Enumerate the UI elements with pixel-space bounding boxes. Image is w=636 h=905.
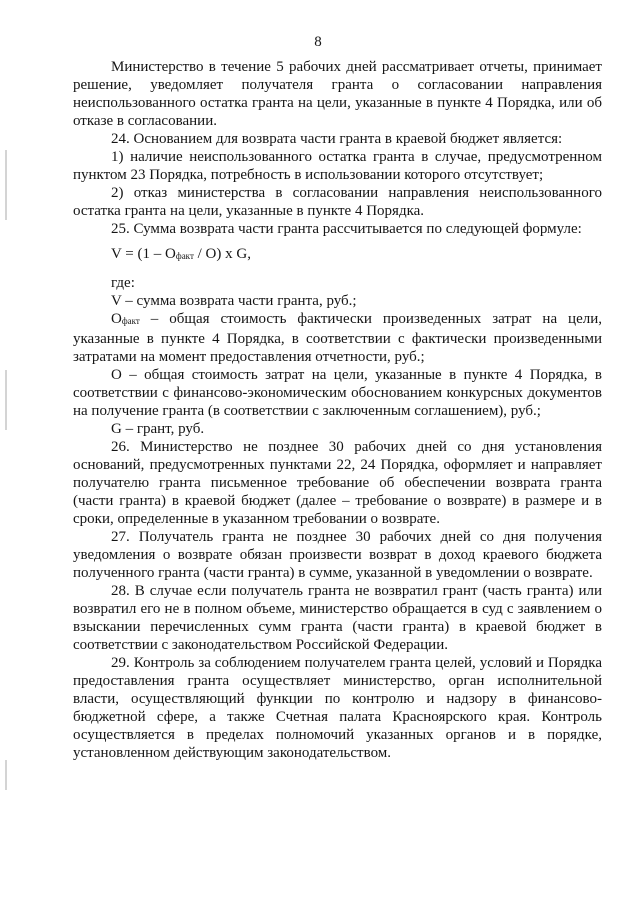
paragraph-26: 26. Министерство не позднее 30 рабочих дней со дня установления оснований, предусмотренных пунктами 22, 24 Порядка, оформляет и направляет получателю гранта письменное требование об обеспечении возврата гранта (части гранта) в краевой бюджет (далее – требование о возврате) в размере и в сроки, определенные в указанном требовании о возврате. <box>73 439 602 527</box>
paragraph-29: 29. Контроль за соблюдением получателем гранта целей, условий и Порядка предоставления гранта осуществляет министерство, орган исполнительной власти, осуществляющий функции по контролю и надзору в финансово-бюджетной сфере, а также Счетная палата Красноярского края. Контроль осуществляется в пределах полномочий указанных органов и в порядке, установленном действующим законодательством. <box>73 655 602 761</box>
formula-start: V = (1 – O <box>111 246 176 262</box>
document-body <box>73 58 602 762</box>
paragraph-ministry-review: Министерство в течение 5 рабочих дней рассматривает отчеты, принимает решение, уведомляет получателя гранта о согласовании направления неиспользованного остатка гранта на цели, указанные в пункте 4 Порядка, или об отказе в согласовании. <box>73 59 602 129</box>
ofakt-text: – общая стоимость фактически произведенных затрат на цели, указанные в пункте 4 Порядка, в соответствии с фактически произведенными затратами на момент предоставления отчетности, руб.; <box>73 311 602 365</box>
paragraph-24-item-1: 1) наличие неиспользованного остатка гранта в случае, предусмотренном пунктом 23 Порядка, потребность в использовании которого отсутствует; <box>73 149 602 183</box>
scan-margin-mark <box>5 370 7 430</box>
scan-margin-mark <box>5 760 7 790</box>
definition-g: G – грант, руб. <box>111 421 205 437</box>
where-label: где: <box>111 275 135 291</box>
scan-margin-mark <box>5 150 7 220</box>
paragraph-28: 28. В случае если получатель гранта не возвратил грант (часть гранта) или возвратил его не в полном объеме, министерство обращается в суд с заявлением о взыскании перечисленных сумм гранта (части гранта) в краевой бюджет в соответствии с законодательством Российской Федерации. <box>73 583 602 653</box>
paragraph-24: 24. Основанием для возврата части гранта в краевой бюджет является: <box>111 131 563 147</box>
ofakt-symbol: O <box>111 311 122 327</box>
formula-subscript: факт <box>175 251 194 261</box>
formula <box>73 245 602 265</box>
definition-o: O – общая стоимость затрат на цели, указанные в пункте 4 Порядка, в соответствии с финансово-экономическим обоснованием конкурсных документов на получение гранта (в соответствии с заключенным соглашением), руб.; <box>73 367 602 419</box>
definition-ofakt <box>73 310 602 366</box>
paragraph-25: 25. Сумма возврата части гранта рассчитывается по следующей формуле: <box>111 221 582 237</box>
page-number: 8 <box>314 34 322 50</box>
paragraph-27: 27. Получатель гранта не позднее 30 рабочих дней со дня получения уведомления о возврате обязан произвести возврат в доход краевого бюджета полученного гранта (части гранта) в сумме, указанной в уведомлении о возврате. <box>73 529 602 581</box>
paragraph-24-item-2: 2) отказ министерства в согласовании направления неиспользованного остатка гранта на цели, указанные в пункте 4 Порядка. <box>73 185 602 219</box>
ofakt-subscript: факт <box>121 316 140 326</box>
definition-v: V – сумма возврата части гранта, руб.; <box>111 293 357 309</box>
formula-end: / O) x G, <box>193 246 251 262</box>
